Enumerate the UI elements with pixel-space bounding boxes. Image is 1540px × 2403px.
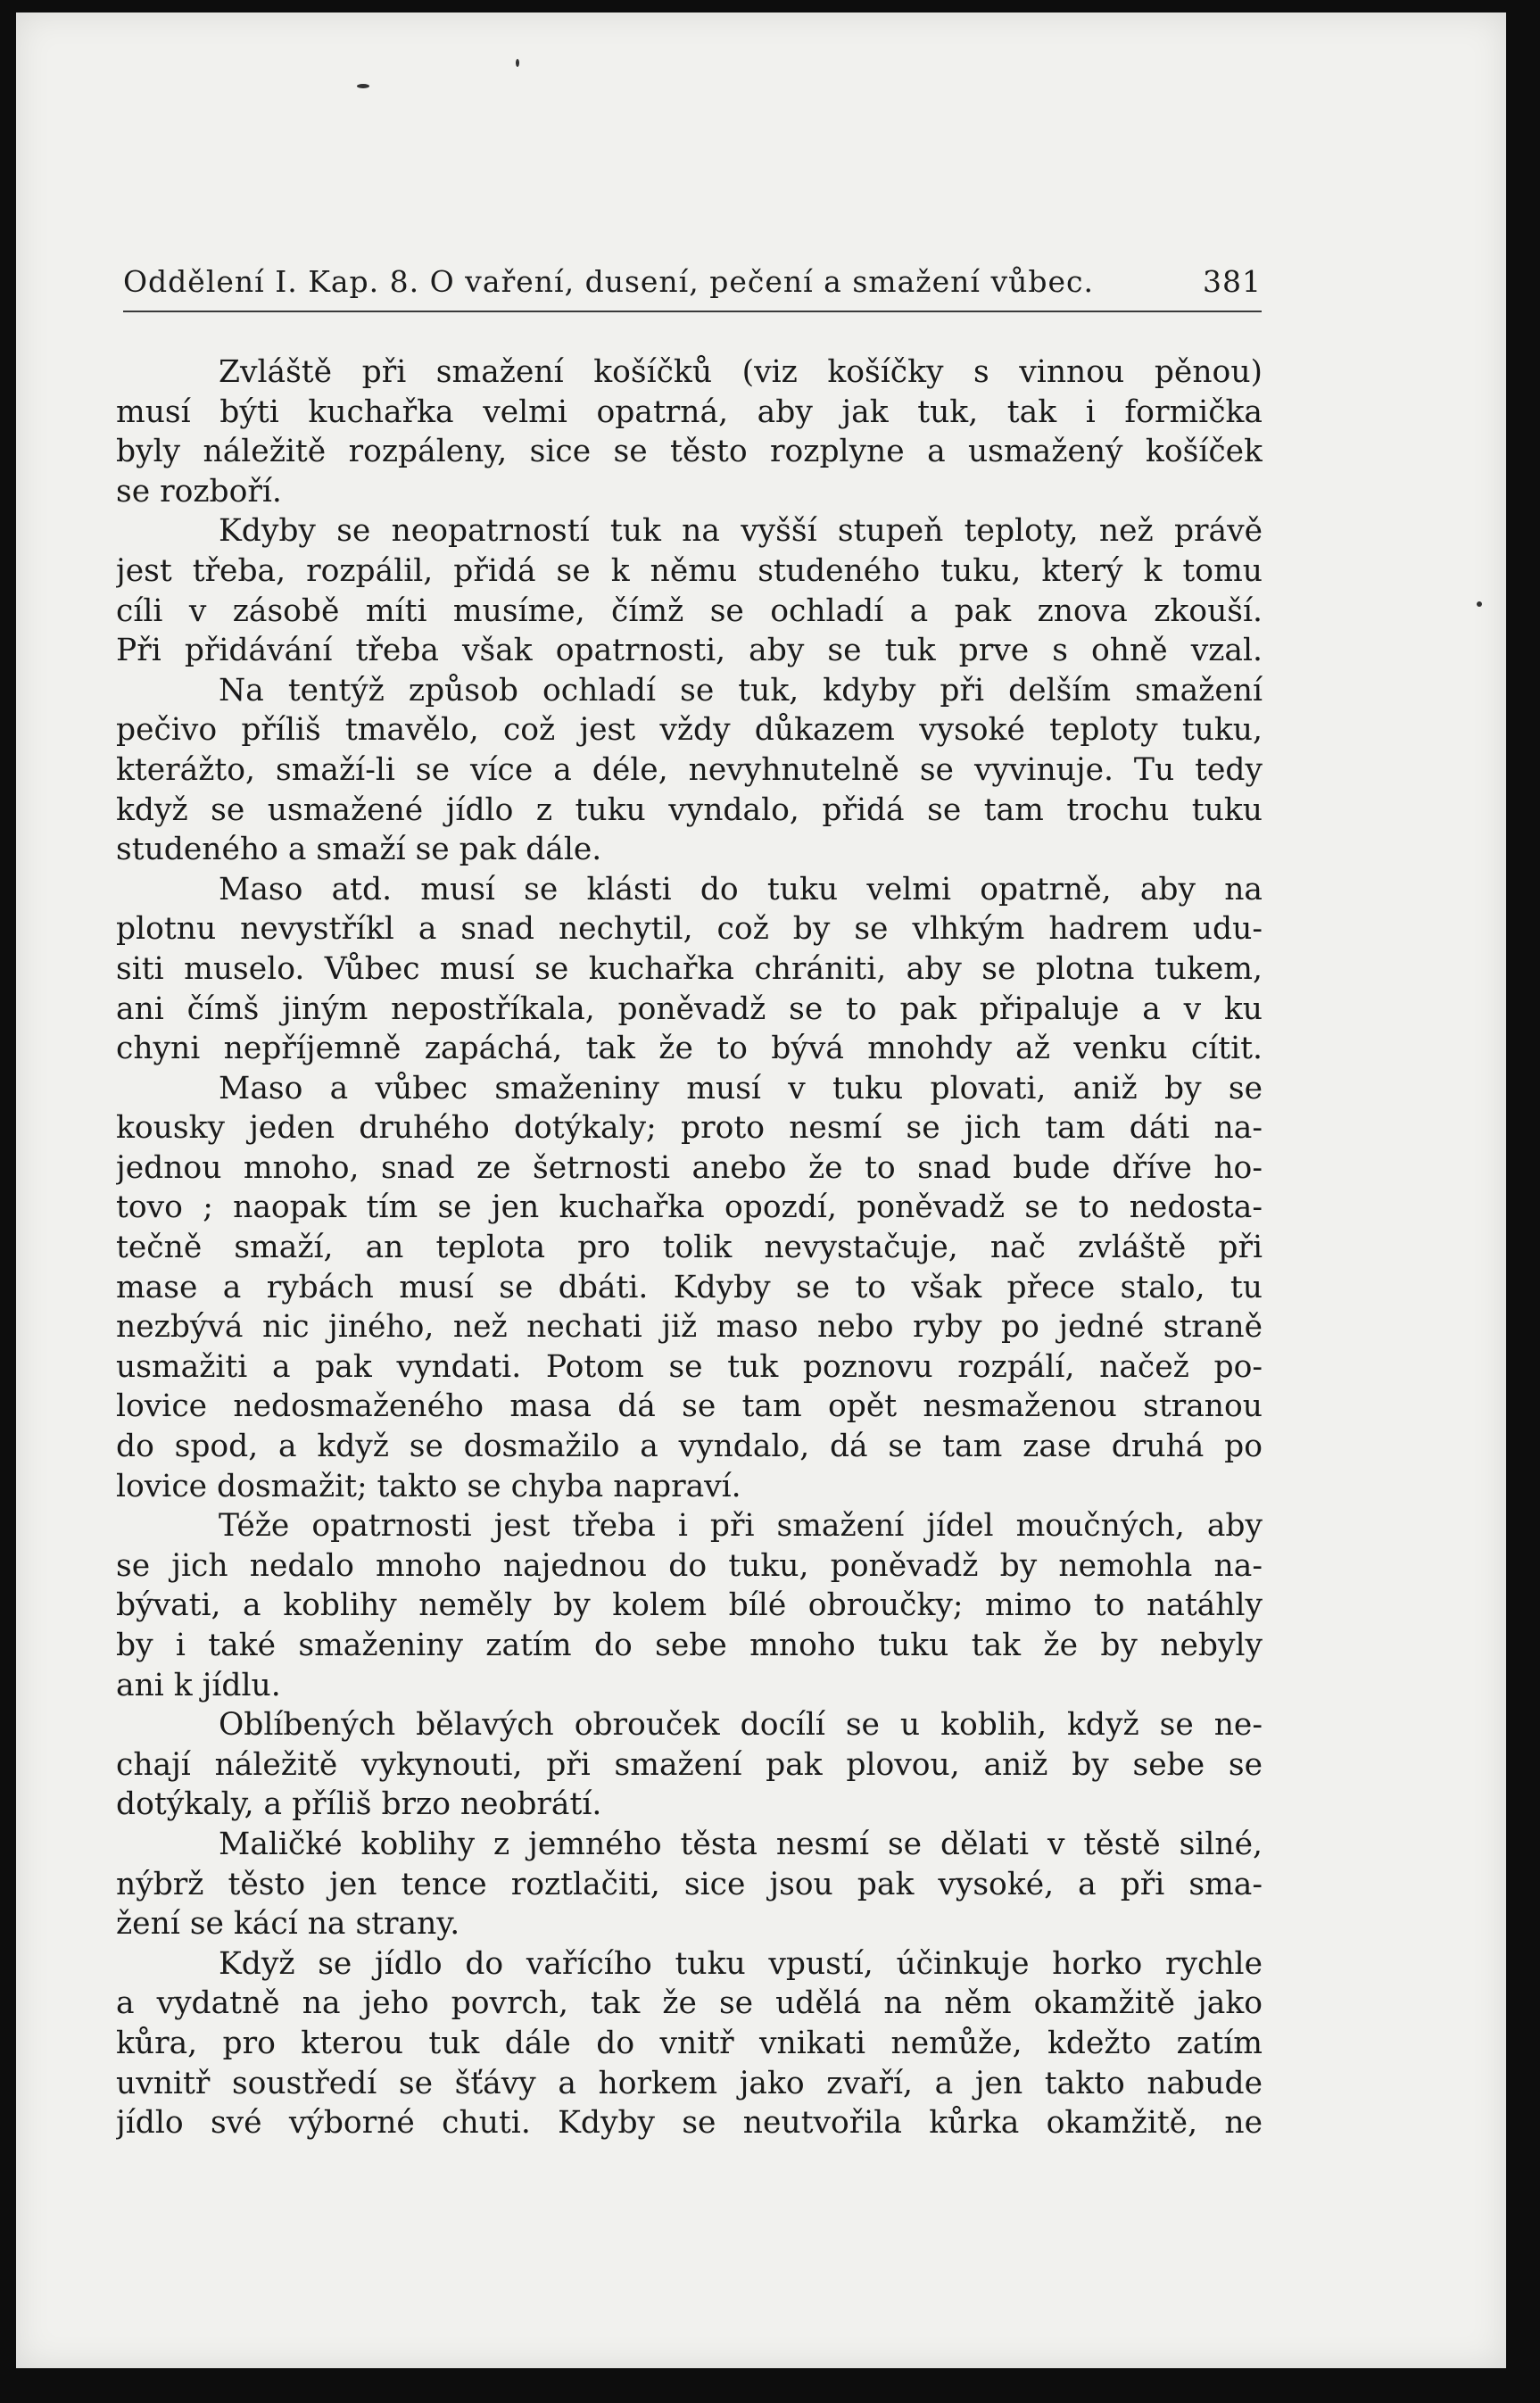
text-line: žení se kácí na strany. xyxy=(116,1906,460,1943)
text-line: Na tentýž způsob ochladí se tuk, kdyby při delším smažení xyxy=(219,672,1263,708)
chapter-heading: Oddělení I. Kap. 8. O vaření, dusení, pečení a smažení vůbec. xyxy=(123,264,1094,299)
text-line: musí býti kuchařka velmi opatrná, aby jak tuk, tak i formička xyxy=(116,394,1263,430)
text-line: pečivo příliš tmavělo, což jest vždy důkazem vysoké teploty tuku, xyxy=(116,712,1263,749)
text-line: mase a rybách musí se dbáti. Kdyby se to však přece stalo, tu xyxy=(116,1269,1263,1305)
ink-speck xyxy=(1477,601,1482,607)
text-line: siti muselo. Vůbec musí se kuchařka chrániti, aby se plotna tukem, xyxy=(116,950,1263,987)
text-line: lovice dosmažit; takto se chyba napraví. xyxy=(116,1468,741,1504)
text-line: se jich nedalo mnoho najednou do tuku, poněvadž by nemohla na- xyxy=(116,1547,1263,1584)
text-line: jest třeba, rozpálil, přidá se k němu studeného tuku, který k tomu xyxy=(116,552,1263,589)
text-line: Maso atd. musí se klásti do tuku velmi opatrně, aby na xyxy=(219,871,1263,907)
text-line: uvnitř soustředí se šťávy a horkem jako zvaří, a jen takto nabude xyxy=(116,2065,1263,2101)
text-line: se rozboří. xyxy=(116,473,282,510)
text-line: když se usmažené jídlo z tuku vyndalo, přidá se tam trochu tuku xyxy=(116,791,1263,828)
text-line: dotýkaly, a příliš brzo neobrátí. xyxy=(116,1786,602,1823)
text-line: nezbývá nic jiného, než nechati již maso nebo ryby po jedné straně xyxy=(116,1309,1263,1346)
text-line: Při přidávání třeba však opatrnosti, aby se tuk prve s ohně vzal. xyxy=(116,633,1263,669)
text-line: byly náležitě rozpáleny, sice se těsto rozplyne a usmažený košíček xyxy=(116,434,1263,470)
text-line: Téže opatrnosti jest třeba i při smažení jídel moučných, aby xyxy=(219,1508,1263,1545)
body-text xyxy=(116,352,1263,2143)
text-line: studeného a smaží se pak dále. xyxy=(116,832,602,868)
text-line: tovo ; naopak tím se jen kuchařka opozdí, poněvadž se to nedosta- xyxy=(116,1189,1263,1226)
text-line: lovice nedosmaženého masa dá se tam opět nesmaženou stranou xyxy=(116,1388,1263,1425)
text-line: kousky jeden druhého dotýkaly; proto nesmí se jich tam dáti na- xyxy=(116,1110,1263,1147)
text-line: nýbrž těsto jen tence roztlačiti, sice jsou pak vysoké, a při sma- xyxy=(116,1866,1263,1902)
text-line: Oblíbených bělavých obrouček docílí se u koblih, když se ne- xyxy=(219,1707,1263,1744)
text-line: bývati, a koblihy neměly by kolem bílé obroučky; mimo to natáhly xyxy=(116,1587,1263,1624)
running-head xyxy=(123,257,1262,312)
text-line: Zvláště při smažení košíčků (viz košíčky s vinnou pěnou) xyxy=(219,354,1263,390)
text-line: Když se jídlo do vařícího tuku vpustí, účinkuje horko rychle xyxy=(219,1945,1263,1982)
text-line: tečně smaží, an teplota pro tolik nevystačuje, nač zvláště při xyxy=(116,1230,1263,1266)
text-line: do spod, a když se dosmažilo a vyndalo, dá se tam zase druhá po xyxy=(116,1429,1263,1465)
text-line: chají náležitě vykynouti, při smažení pak plovou, aniž by sebe se xyxy=(116,1746,1263,1783)
text-line: by i také smaženiny zatím do sebe mnoho tuku tak že by nebyly xyxy=(116,1628,1263,1663)
text-line: kůra, pro kterou tuk dále do vnitř vnikati nemůže, kdežto zatím xyxy=(116,2025,1263,2061)
text-line: kterážto, smaží-li se více a déle, nevyhnutelně se vyvinuje. Tu tedy xyxy=(116,751,1263,788)
text-line: jídlo své výborné chuti. Kdyby se neutvořila kůrka okamžitě, ne xyxy=(116,2105,1263,2142)
ink-speck xyxy=(357,84,369,88)
text-line: usmažiti a pak vyndati. Potom se tuk poznovu rozpálí, načež po- xyxy=(116,1348,1263,1385)
text-line: cíli v zásobě míti musíme, čímž se ochladí a pak znova zkouší. xyxy=(116,592,1263,629)
text-line: Maličké koblihy z jemného těsta nesmí se dělati v těstě silné, xyxy=(219,1826,1263,1862)
text-line: ani čímš jiným nepostříkala, poněvadž se to pak připaluje a v ku xyxy=(116,990,1263,1027)
text-line: Kdyby se neopatrností tuk na vyšší stupeň teploty, než právě xyxy=(219,513,1263,550)
page-number: 381 xyxy=(1203,264,1262,299)
text-line: jednou mnoho, snad ze šetrnosti anebo že to snad bude dříve ho- xyxy=(116,1149,1263,1186)
text-line: Maso a vůbec smaženiny musí v tuku plovati, aniž by se xyxy=(219,1070,1263,1106)
text-line: ani k jídlu. xyxy=(116,1667,281,1703)
ink-speck xyxy=(516,59,519,67)
text-line: chyni nepříjemně zapáchá, tak že to bývá mnohdy až venku cítit. xyxy=(116,1031,1263,1067)
text-line: plotnu nevystříkl a snad nechytil, což by se vlhkým hadrem udu- xyxy=(116,911,1263,948)
text-line: a vydatně na jeho povrch, tak že se udělá na něm okamžitě jako xyxy=(116,1985,1263,2022)
